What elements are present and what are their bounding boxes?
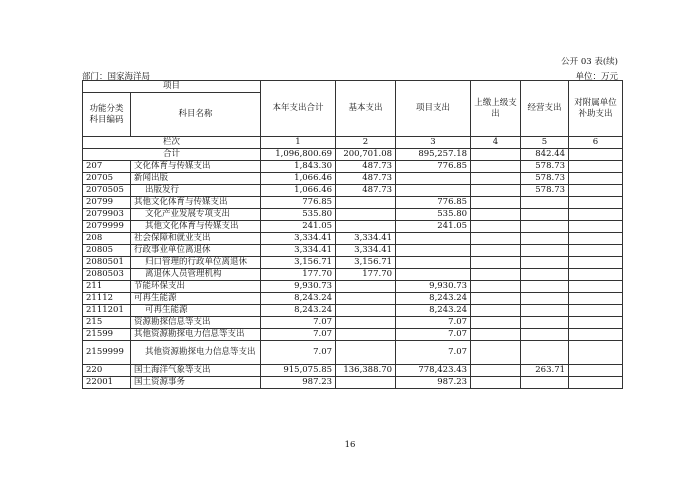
subsidy-cell [569, 365, 623, 377]
code-cell: 2080501 [83, 257, 131, 269]
code-cell: 2079999 [83, 221, 131, 233]
name-cell: 新闻出版 [131, 173, 261, 185]
code-cell: 207 [83, 161, 131, 173]
basic-cell [336, 281, 396, 293]
basic-cell [336, 329, 396, 341]
business-cell [521, 377, 569, 389]
col-number: 6 [569, 137, 623, 149]
subsidy-cell [569, 209, 623, 221]
basic-cell: 177.70 [336, 269, 396, 281]
department-label: 部门：国家海洋局 [82, 72, 151, 82]
unit-label: 单位：万元 [575, 72, 618, 82]
code-cell: 2080503 [83, 269, 131, 281]
name-cell: 社会保障和就业支出 [131, 233, 261, 245]
table-row [83, 281, 623, 293]
total-cell: 8,243.24 [261, 293, 336, 305]
total-cell: 7.07 [261, 341, 336, 365]
header-project: 项目支出 [396, 81, 471, 137]
name-cell: 国土资源事务 [131, 377, 261, 389]
upper-cell [471, 161, 521, 173]
total-cell: 7.07 [261, 317, 336, 329]
upper-cell [471, 221, 521, 233]
upper-cell [471, 293, 521, 305]
basic-cell: 487.73 [336, 161, 396, 173]
business-cell [521, 245, 569, 257]
upper-cell [471, 149, 521, 161]
upper-cell [471, 305, 521, 317]
code-cell: 2079903 [83, 209, 131, 221]
project-cell [396, 245, 471, 257]
total-cell: 7.07 [261, 329, 336, 341]
header-item: 项目 [83, 81, 261, 93]
table-row [83, 173, 623, 185]
upper-cell [471, 317, 521, 329]
name-cell: 可再生能源 [131, 293, 261, 305]
code-cell: 2070505 [83, 185, 131, 197]
business-cell [521, 221, 569, 233]
subsidy-cell [569, 197, 623, 209]
upper-cell [471, 245, 521, 257]
col-number: 4 [471, 137, 521, 149]
table-row [83, 209, 623, 221]
basic-cell: 3,156.71 [336, 257, 396, 269]
table-row [83, 257, 623, 269]
form-number: 公开 03 表(续) [561, 57, 618, 67]
total-cell: 535.80 [261, 209, 336, 221]
subsidy-cell [569, 317, 623, 329]
table-row [83, 221, 623, 233]
project-cell: 9,930.73 [396, 281, 471, 293]
col-number: 3 [396, 137, 471, 149]
total-cell: 1,066.46 [261, 173, 336, 185]
header-name: 科目名称 [131, 93, 261, 137]
project-cell: 7.07 [396, 329, 471, 341]
name-cell: 离退休人员管理机构 [131, 269, 261, 281]
business-cell: 578.73 [521, 185, 569, 197]
total-cell: 3,156.71 [261, 257, 336, 269]
upper-cell [471, 209, 521, 221]
table-row [83, 197, 623, 209]
name-cell: 其他文化体育与传媒支出 [131, 197, 261, 209]
basic-cell [336, 377, 396, 389]
table-row [83, 233, 623, 245]
upper-cell [471, 269, 521, 281]
project-cell: 987.23 [396, 377, 471, 389]
name-cell: 其他文化体育与传媒支出 [131, 221, 261, 233]
upper-cell [471, 341, 521, 365]
upper-cell [471, 365, 521, 377]
basic-cell [336, 317, 396, 329]
business-cell [521, 233, 569, 245]
header-code: 功能分类科目编码 [83, 93, 131, 137]
subsidy-cell [569, 149, 623, 161]
code-cell: 215 [83, 317, 131, 329]
upper-cell [471, 257, 521, 269]
header-business: 经营支出 [521, 81, 569, 137]
total-cell: 1,843.30 [261, 161, 336, 173]
business-cell [521, 269, 569, 281]
col-number: 5 [521, 137, 569, 149]
name-cell: 其他资源勘探电力信息等支出 [131, 341, 261, 365]
project-cell: 7.07 [396, 317, 471, 329]
header-subsidy: 对附属单位补助支出 [569, 81, 623, 137]
table-row [83, 305, 623, 317]
table-row [83, 329, 623, 341]
project-cell: 7.07 [396, 341, 471, 365]
basic-cell: 487.73 [336, 173, 396, 185]
subsidy-cell [569, 161, 623, 173]
subsidy-cell [569, 269, 623, 281]
code-cell: 220 [83, 365, 131, 377]
name-cell: 文化产业发展专项支出 [131, 209, 261, 221]
project-cell [396, 185, 471, 197]
business-cell [521, 341, 569, 365]
total-cell: 1,096,800.69 [261, 149, 336, 161]
page-number: 16 [344, 440, 356, 450]
business-cell [521, 329, 569, 341]
subsidy-cell [569, 329, 623, 341]
total-cell: 9,930.73 [261, 281, 336, 293]
code-cell: 208 [83, 233, 131, 245]
project-cell: 895,257.18 [396, 149, 471, 161]
total-cell: 1,066.46 [261, 185, 336, 197]
basic-cell [336, 221, 396, 233]
upper-cell [471, 281, 521, 293]
business-cell [521, 317, 569, 329]
upper-cell [471, 233, 521, 245]
basic-cell [336, 305, 396, 317]
table-row [83, 365, 623, 377]
name-cell: 行政事业单位离退休 [131, 245, 261, 257]
code-cell: 2111201 [83, 305, 131, 317]
code-cell: 21599 [83, 329, 131, 341]
upper-cell [471, 197, 521, 209]
subsidy-cell [569, 221, 623, 233]
total-cell: 241.05 [261, 221, 336, 233]
basic-cell: 487.73 [336, 185, 396, 197]
total-label: 合计 [83, 149, 261, 161]
subsidy-cell [569, 377, 623, 389]
basic-cell: 3,334.41 [336, 245, 396, 257]
business-cell: 578.73 [521, 173, 569, 185]
col-number: 2 [336, 137, 396, 149]
project-cell: 8,243.24 [396, 305, 471, 317]
code-cell: 20799 [83, 197, 131, 209]
table-row [83, 185, 623, 197]
project-cell: 241.05 [396, 221, 471, 233]
upper-cell [471, 185, 521, 197]
subsidy-cell [569, 281, 623, 293]
project-cell: 8,243.24 [396, 293, 471, 305]
business-cell [521, 257, 569, 269]
table-row [83, 245, 623, 257]
business-cell [521, 197, 569, 209]
table-row [83, 317, 623, 329]
business-cell [521, 281, 569, 293]
subsidy-cell [569, 341, 623, 365]
project-cell [396, 233, 471, 245]
col-number: 1 [261, 137, 336, 149]
subsidy-cell [569, 305, 623, 317]
total-row [83, 149, 623, 161]
basic-cell: 200,701.08 [336, 149, 396, 161]
total-cell: 776.85 [261, 197, 336, 209]
upper-cell [471, 173, 521, 185]
basic-cell: 136,388.70 [336, 365, 396, 377]
table-row [83, 293, 623, 305]
row-label: 栏次 [83, 137, 261, 149]
total-cell: 8,243.24 [261, 305, 336, 317]
business-cell: 842.44 [521, 149, 569, 161]
name-cell: 出版发行 [131, 185, 261, 197]
project-cell [396, 173, 471, 185]
project-cell: 778,423.43 [396, 365, 471, 377]
total-cell: 915,075.85 [261, 365, 336, 377]
business-cell [521, 305, 569, 317]
project-cell: 535.80 [396, 209, 471, 221]
table-row [83, 377, 623, 389]
project-cell: 776.85 [396, 197, 471, 209]
name-cell: 归口管理的行政单位离退休 [131, 257, 261, 269]
subsidy-cell [569, 245, 623, 257]
basic-cell [336, 293, 396, 305]
name-cell: 国土海洋气象等支出 [131, 365, 261, 377]
name-cell: 资源勘探信息等支出 [131, 317, 261, 329]
expenditure-table [82, 80, 623, 389]
business-cell: 578.73 [521, 161, 569, 173]
code-cell: 2159999 [83, 341, 131, 365]
name-cell: 文化体育与传媒支出 [131, 161, 261, 173]
code-cell: 20705 [83, 173, 131, 185]
subsidy-cell [569, 257, 623, 269]
total-cell: 3,334.41 [261, 233, 336, 245]
project-cell: 776.85 [396, 161, 471, 173]
code-cell: 20805 [83, 245, 131, 257]
name-cell: 节能环保支出 [131, 281, 261, 293]
code-cell: 21112 [83, 293, 131, 305]
basic-cell [336, 341, 396, 365]
total-cell: 177.70 [261, 269, 336, 281]
upper-cell [471, 329, 521, 341]
total-cell: 987.23 [261, 377, 336, 389]
table-row [83, 269, 623, 281]
project-cell [396, 269, 471, 281]
name-cell: 其他资源勘探电力信息等支出 [131, 329, 261, 341]
business-cell [521, 293, 569, 305]
header-upper: 上缴上级支出 [471, 81, 521, 137]
basic-cell [336, 209, 396, 221]
business-cell: 263.71 [521, 365, 569, 377]
table-row [83, 161, 623, 173]
code-cell: 22001 [83, 377, 131, 389]
business-cell [521, 209, 569, 221]
table-row [83, 341, 623, 365]
code-cell: 211 [83, 281, 131, 293]
total-cell: 3,334.41 [261, 245, 336, 257]
subsidy-cell [569, 173, 623, 185]
upper-cell [471, 377, 521, 389]
basic-cell: 3,334.41 [336, 233, 396, 245]
basic-cell [336, 197, 396, 209]
subsidy-cell [569, 233, 623, 245]
name-cell: 可再生能源 [131, 305, 261, 317]
subsidy-cell [569, 293, 623, 305]
header-total: 本年支出合计 [261, 81, 336, 137]
subsidy-cell [569, 185, 623, 197]
header-basic: 基本支出 [336, 81, 396, 137]
project-cell [396, 257, 471, 269]
